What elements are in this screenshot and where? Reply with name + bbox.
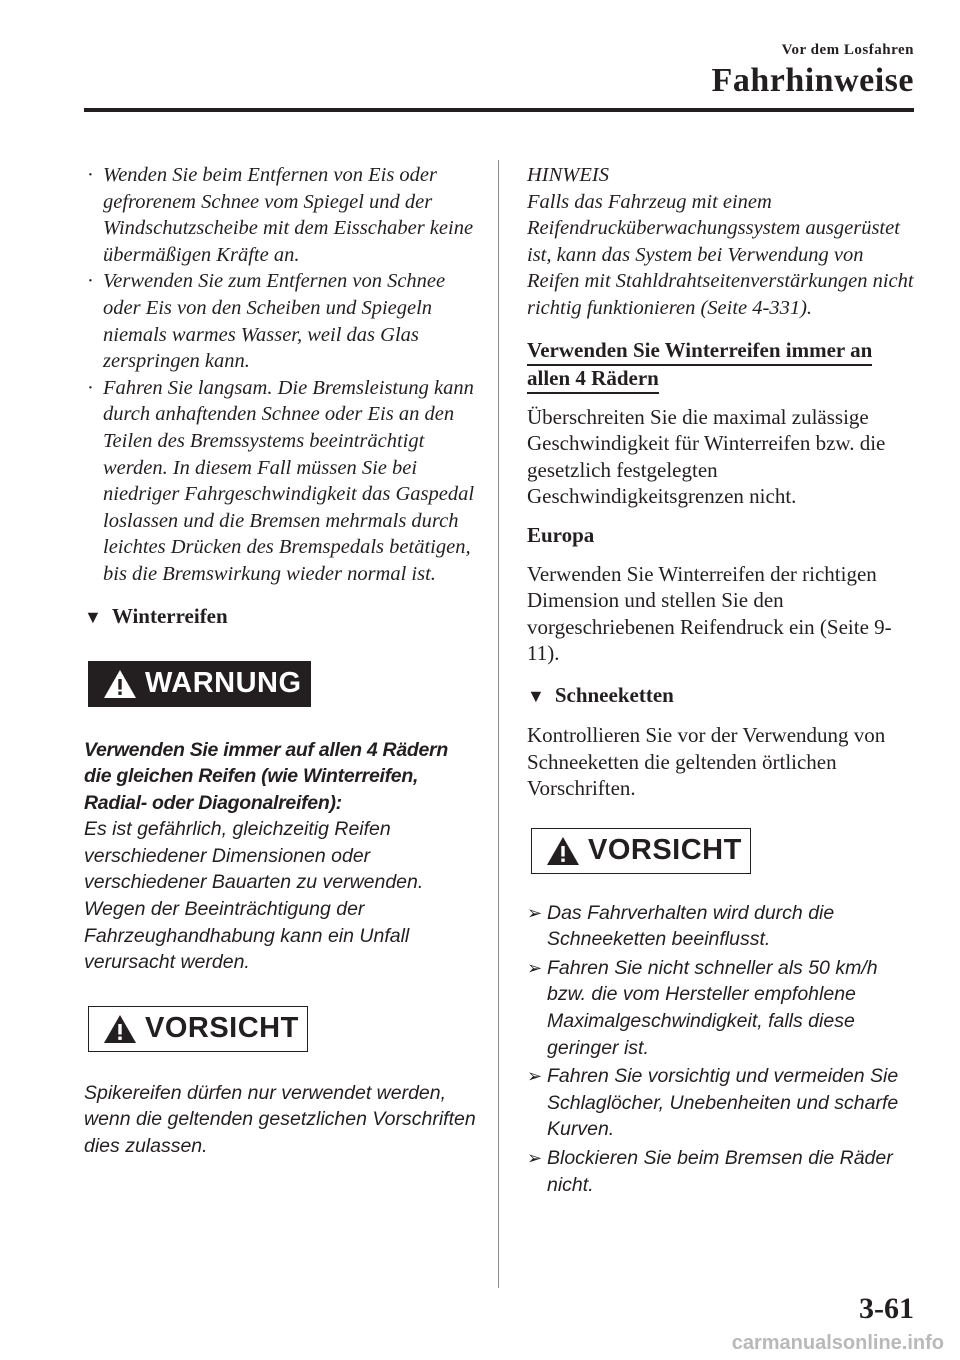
warning-triangle-icon (103, 1014, 137, 1044)
list-item: ➢ Das Fahrverhalten wird durch die Schneeketten beeinflusst. (527, 901, 835, 951)
arrow-right-icon: ➢ (527, 1148, 543, 1169)
right-column (527, 162, 919, 1200)
page-title: Fahrhinweise (711, 62, 914, 99)
list-item: · Verwenden Sie zum Entfernen von Schnee oder Eis von den Scheiben und Spiegeln niemals warmes Wasser, weil das Glas zerspringen kann. (87, 270, 446, 373)
warning-badge: WARNUNG (88, 661, 311, 707)
triangle-down-icon: ▼ (527, 685, 545, 706)
triangle-down-icon: ▼ (84, 606, 102, 627)
column-divider (498, 160, 499, 1288)
snow-chain-caution-list (527, 900, 907, 1199)
warning-text: Es ist gefährlich, gleichzeitig Reifen verschiedener Dimensionen oder verschiedener Bauarten zu verwenden. Wegen der Beeinträchtigung der Fahrzeughandhabung kann ein Unfall verursacht werden. (84, 818, 424, 974)
subheading-winterreifen: Verwenden Sie Winterreifen immer an allen 4 Rädern (527, 336, 919, 392)
region-label: Europa (527, 522, 595, 547)
list-item: ➢ Fahren Sie nicht schneller als 50 km/h bzw. die vom Hersteller empfohlene Maximalgeschwindigkeit, falls diese geringer ist. (527, 956, 878, 1059)
arrow-right-icon: ➢ (527, 1066, 543, 1087)
left-column (84, 162, 476, 1160)
list-item: ➢ Blockieren Sie beim Bremsen die Räder nicht. (527, 1147, 893, 1196)
speed-paragraph: Überschreiten Sie die maximal zulässige Geschwindigkeit für Winterreifen bzw. die gesetzlich festgelegten Geschwindigkeitsgrenzen nicht. (527, 404, 886, 509)
dimension-paragraph: Verwenden Sie Winterreifen der richtigen Dimension und stellen Sie den vorgeschriebenen Reifendruck ein (Seite 9-11). (527, 561, 892, 666)
header-rule (84, 108, 914, 112)
snow-chain-paragraph: Kontrollieren Sie vor der Verwendung von Schneeketten die geltenden örtlichen Vorschriften. (527, 722, 886, 801)
section-heading-schneeketten: ▼ Schneeketten (527, 681, 919, 710)
caution-text: Spikereifen dürfen nur verwendet werden, wenn die geltenden gesetzlichen Vorschriften dies zulassen. (84, 1081, 476, 1158)
caution-badge: VORSICHT (88, 1006, 308, 1052)
arrow-right-icon: ➢ (527, 957, 543, 978)
section-kicker: Vor dem Losfahren (781, 42, 914, 58)
page-number: 3-61 (859, 1292, 914, 1325)
list-item: · Wenden Sie beim Entfernen von Eis oder gefrorenem Schnee vom Spiegel und der Windschutzscheibe mit dem Eisschaber keine übermäßigen Kräfte an. (87, 164, 474, 266)
caution-badge: VORSICHT (531, 828, 751, 874)
warning-triangle-icon (103, 669, 137, 699)
warning-heading: Verwenden Sie immer auf allen 4 Rädern die gleichen Reifen (wie Winterreifen, Radial- oder Diagonalreifen): (84, 738, 448, 814)
note-title: HINWEIS (527, 164, 609, 186)
ice-removal-list (84, 162, 476, 588)
list-item: · Fahren Sie langsam. Die Bremsleistung kann durch anhaftenden Schnee oder Eis an den Teilen des Bremssystems beeinträchtigt werden. In diesem Fall müssen Sie bei niedriger Fahrgeschwindigkeit das Gaspedal loslassen und die Bremsen mehrmals durch leichtes Drücken des Bremspedals betätigen, bis die Bremswirkung wieder normal ist. (87, 376, 475, 585)
note-text: Falls das Fahrzeug mit einem Reifendrucküberwachungssystem ausgerüstet ist, kann das System bei Verwendung von Reifen mit Stahldrahtseitenverstärkungen nicht richtig funktionieren (Seite 4-331). (527, 190, 914, 319)
warning-triangle-icon (546, 836, 580, 866)
list-item: ➢ Fahren Sie vorsichtig und vermeiden Sie Schlaglöcher, Unebenheiten und scharfe Kurven. (527, 1065, 899, 1141)
watermark: carmanualsonline.info (731, 1332, 944, 1354)
arrow-right-icon: ➢ (527, 902, 543, 923)
section-heading-winterreifen: ▼ Winterreifen (84, 602, 476, 631)
